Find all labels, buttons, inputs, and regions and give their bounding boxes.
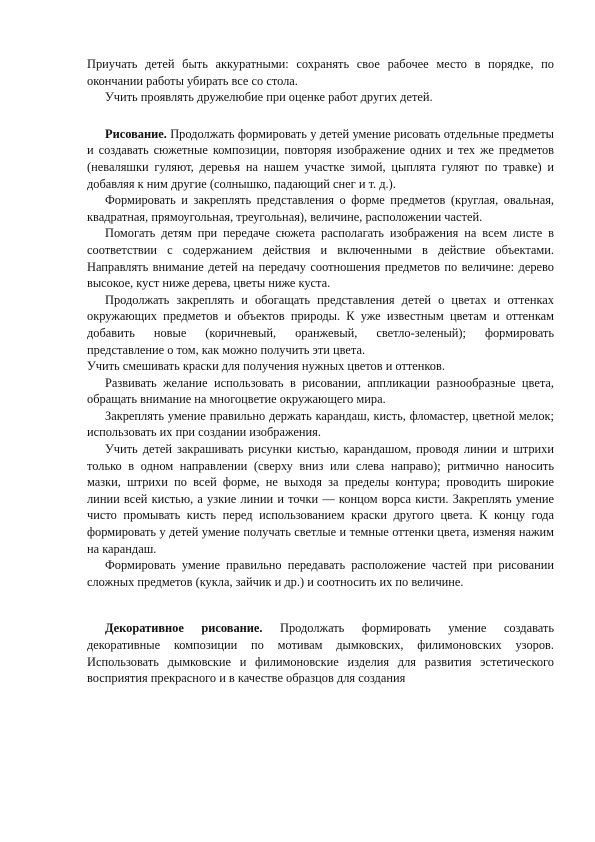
paragraph-proportions: Формировать умение правильно передавать расположение частей при рисовании сложных предметов (кукла, зайчик и др.) и соотносить их по величине.	[87, 558, 554, 589]
paragraph-decorative	[87, 620, 554, 686]
paragraph-drawing	[87, 126, 554, 192]
paragraph-technique: Учить детей закрашивать рисунки кистью, карандашом, проводя линии и штрихи только в одном направлении (сверху вниз или слева направо); ритмично наносить мазки, штрихи по всей форме, не выходя за пределы контура; проводить широкие линии всей кистью, а узкие линии и точки — концом ворса кисти. Закреплять умение чисто промывать кисть перед использованием краски другого цвета. К концу года формировать у детей умение получать светлые и темные оттенки цвета, изменяя нажим на карандаш.	[87, 442, 554, 556]
paragraph-friendliness: Учить проявлять дружелюбие при оценке работ других детей.	[105, 90, 433, 105]
paragraph-tidiness: Приучать детей быть аккуратными: сохранять свое рабочее место в порядке, по окончании работы убирать все со стола.	[87, 57, 554, 88]
document-body	[87, 56, 554, 687]
paragraph-colors: Продолжать закреплять и обогащать представления детей о цветах и оттенках окружающих предметов и объектов природы. К уже известным цветам и оттенкам добавить новые (коричневый, оранжевый, светло-зеленый); формировать представление о том, как можно получить эти цвета.	[87, 292, 554, 357]
spacer	[87, 106, 554, 126]
paragraph-variety: Развивать желание использовать в рисовании, аппликации разнообразные цвета, обращать внимание на многоцветие окружающего мира.	[87, 375, 554, 407]
paragraph-shapes: Формировать и закреплять представления о форме предметов (круглая, овальная, квадратная, прямоугольная, треугольная), величине, расположении частей.	[87, 193, 554, 224]
section-heading-drawing: Рисование.	[105, 126, 167, 141]
section-heading-decorative: Декоративное рисование.	[105, 621, 263, 636]
paragraph-drawing-text: Продолжать формировать у детей умение рисовать отдельные предметы и создавать сюжетные композиции, повторяя изображение одних и тех же предметов (неваляшки гуляют, деревья на нашем участке зимой, цыплята гуляют по травке) и добавляя к ним другие (солнышко, падающий снег и т. д.).	[87, 126, 554, 191]
paragraph-decorative-text: Продолжать формировать умение создавать декоративные композиции по мотивам дымковских, филимоновских узоров. Использовать дымковские и филимоновские изделия для развития эстетического восприятия прекрасного и в качестве образцов для создания	[87, 621, 554, 686]
paragraph-tools: Закреплять умение правильно держать карандаш, кисть, фломастер, цветной мелок; использовать их при создании изображения.	[87, 408, 554, 440]
paragraph-mixing: Учить смешивать краски для получения нужных цветов и оттенков.	[87, 359, 445, 374]
spacer	[87, 590, 554, 620]
paragraph-composition: Помогать детям при передаче сюжета располагать изображения на всем листе в соответствии с содержанием действия и включенными в действие объектами. Направлять внимание детей на передачу соотношения предметов по величине: дерево высокое, куст ниже дерева, цветы ниже куста.	[87, 226, 554, 291]
